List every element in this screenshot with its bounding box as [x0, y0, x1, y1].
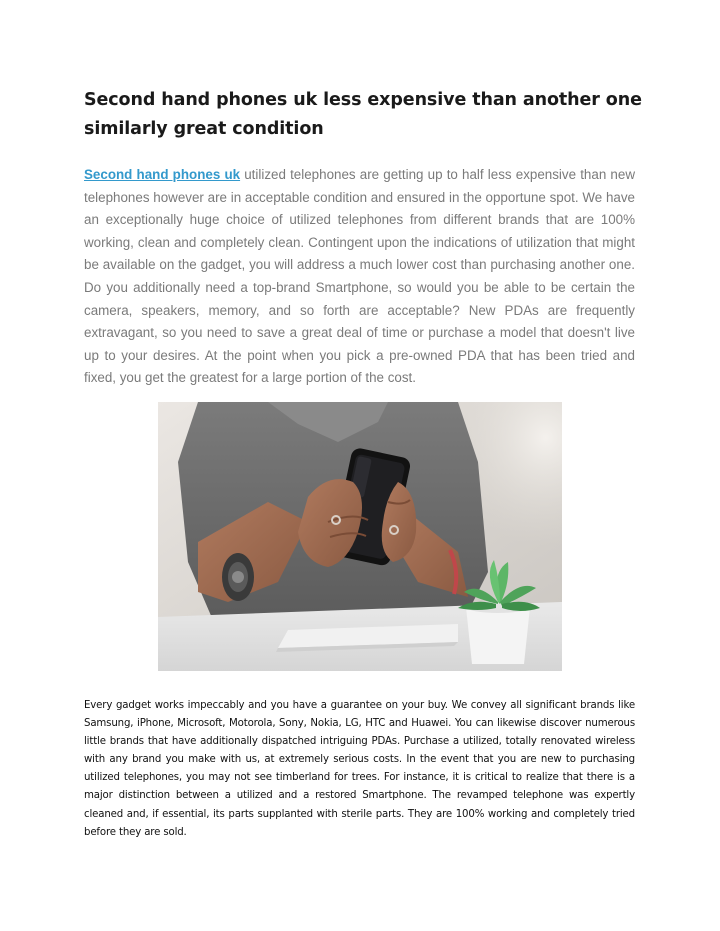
article-title: Second hand phones uk less expensive than another one similarly great condition	[84, 90, 642, 139]
body-paragraph: Every gadget works impeccably and you have a guarantee on your buy. We convey all significant brands like Samsung, iPhone, Microsoft, Motorola, Sony, Nokia, LG, HTC and Huawei. You can likewise discover numerous little brands that have additionally dispatched intriguing PDAs. Purchase a utilized, totally renovated wireless with any brand you make with us, at extremely serious costs. In the event that you are new to purchasing utilized telephones, you may not see timberland for trees. For instance, it is critical to realize that there is a major distinction between a utilized and a restored Smartphone. The revamped telephone was expertly cleaned and, if essential, its parts supplanted with sterile parts. They are 100% working and completely tried before they are sold.	[84, 700, 635, 838]
intro-link[interactable]: Second hand phones uk	[84, 167, 241, 182]
phone-photo-illustration	[158, 402, 562, 671]
phone-photo	[158, 402, 562, 671]
intro-paragraph	[84, 164, 635, 390]
intro-text: utilized telephones are getting up to half less expensive than new telephones however are in acceptable condition and ensured in the opportune spot. We have an exceptionally huge choice of utilized telephones from different brands that are 100% working, clean and completely clean. Contingent upon the indications of utilization that might be available on the gadget, you will address a much lower cost than purchasing another one. Do you additionally need a top-brand Smartphone, so would you be able to be certain the camera, speakers, memory, and so forth are acceptable? New PDAs are frequently extravagant, so you need to save a great deal of time or purchase a model that doesn't live up to your desires. At the point when you pick a pre-owned PDA that has been tried and fixed, you get the greatest for a large portion of the cost.	[84, 167, 635, 386]
